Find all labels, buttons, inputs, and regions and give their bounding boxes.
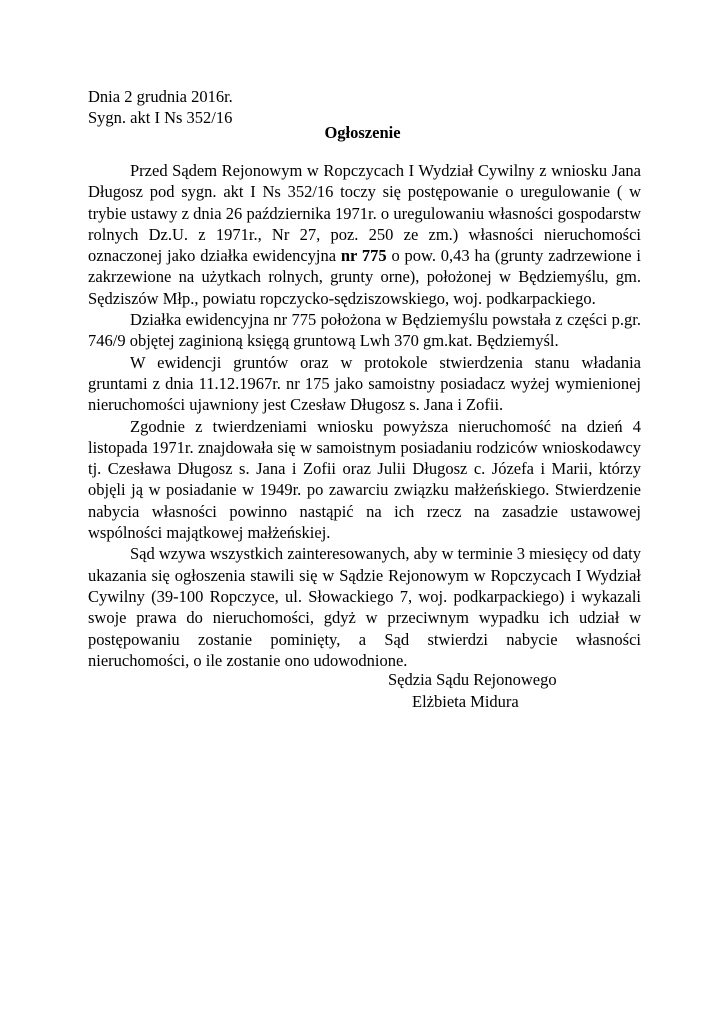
document-date: Dnia 2 grudnia 2016r.: [88, 87, 233, 106]
signature-name: Elżbieta Midura: [412, 692, 519, 711]
paragraph-3: W ewidencji gruntów oraz w protokole stwierdzenia stanu władania gruntami z dnia 11.12.1967r. nr 175 jako samoistny posiadacz wyżej wymienionej nieruchomości ujawniony jest Czesław Długosz s. Jana i Zofii.: [88, 352, 641, 415]
paragraph-5: Sąd wzywa wszystkich zainteresowanych, aby w terminie 3 miesięcy od daty ukazania się ogłoszenia stawili się w Sądzie Rejonowym w Ropczycach I Wydział Cywilny (39-100 Ropczyce, ul. Słowackiego 7, woj. podkarpackiego) i wykazali swoje prawa do nieruchomości, gdyż w przeciwnym wypadku ich udział w postępowaniu zostanie pominięty, a Sąd stwierdzi nabycie własności nieruchomości, o ile zostanie ono udowodnione.: [88, 544, 641, 670]
signature-role: Sędzia Sądu Rejonowego: [388, 670, 557, 689]
document-title: Ogłoszenie: [324, 123, 401, 142]
paragraph-1-part-a: Przed Sądem Rejonowym w Ropczycach I Wydział Cywilny z wniosku Jana Długosz pod sygn. akt I Ns 352/16 toczy się postępowanie o uregulowanie ( w trybie ustawy z dnia 26 października 1971r. o uregulowaniu własności gospodarstw rolnych Dz.U. z 1971r., Nr 27, poz. 250 ze zm.) własności nieruchomości oznaczonej jako działka ewidencyjna: [88, 161, 641, 266]
paragraph-2: Działka ewidencyjna nr 775 położona w Będziemyślu powstała z części p.gr. 746/9 objętej zaginioną księgą gruntową Lwh 370 gm.kat. Będziemyśl.: [88, 310, 641, 351]
paragraph-1: [88, 160, 641, 309]
case-reference: Sygn. akt I Ns 352/16: [88, 108, 233, 127]
paragraph-1-part-b: o pow. 0,43 ha (grunty zadrzewione i zakrzewione na użytkach rolnych, grunty orne), położonej w Będziemyślu, gm. Sędziszów Młp., powiatu ropczycko-sędziszowskiego, woj. podkarpackiego.: [88, 246, 642, 308]
paragraph-4: Zgodnie z twierdzeniami wniosku powyższa nieruchomość na dzień 4 listopada 1971r. znajdowała się w samoistnym posiadaniu rodziców wnioskodawcy tj. Czesława Długosz s. Jana i Zofii oraz Julii Długosz c. Józefa i Marii, którzy objęli ją w posiadanie w 1949r. po zawarciu związku małżeńskiego. Stwierdzenie nabycia własności powinno nastąpić na ich rzecz na zasadzie ustawowej wspólności majątkowej małżeńskiej.: [88, 416, 641, 543]
document-body: [88, 160, 641, 671]
plot-number-bold: nr 775: [340, 246, 387, 266]
signature-block: [388, 669, 557, 713]
